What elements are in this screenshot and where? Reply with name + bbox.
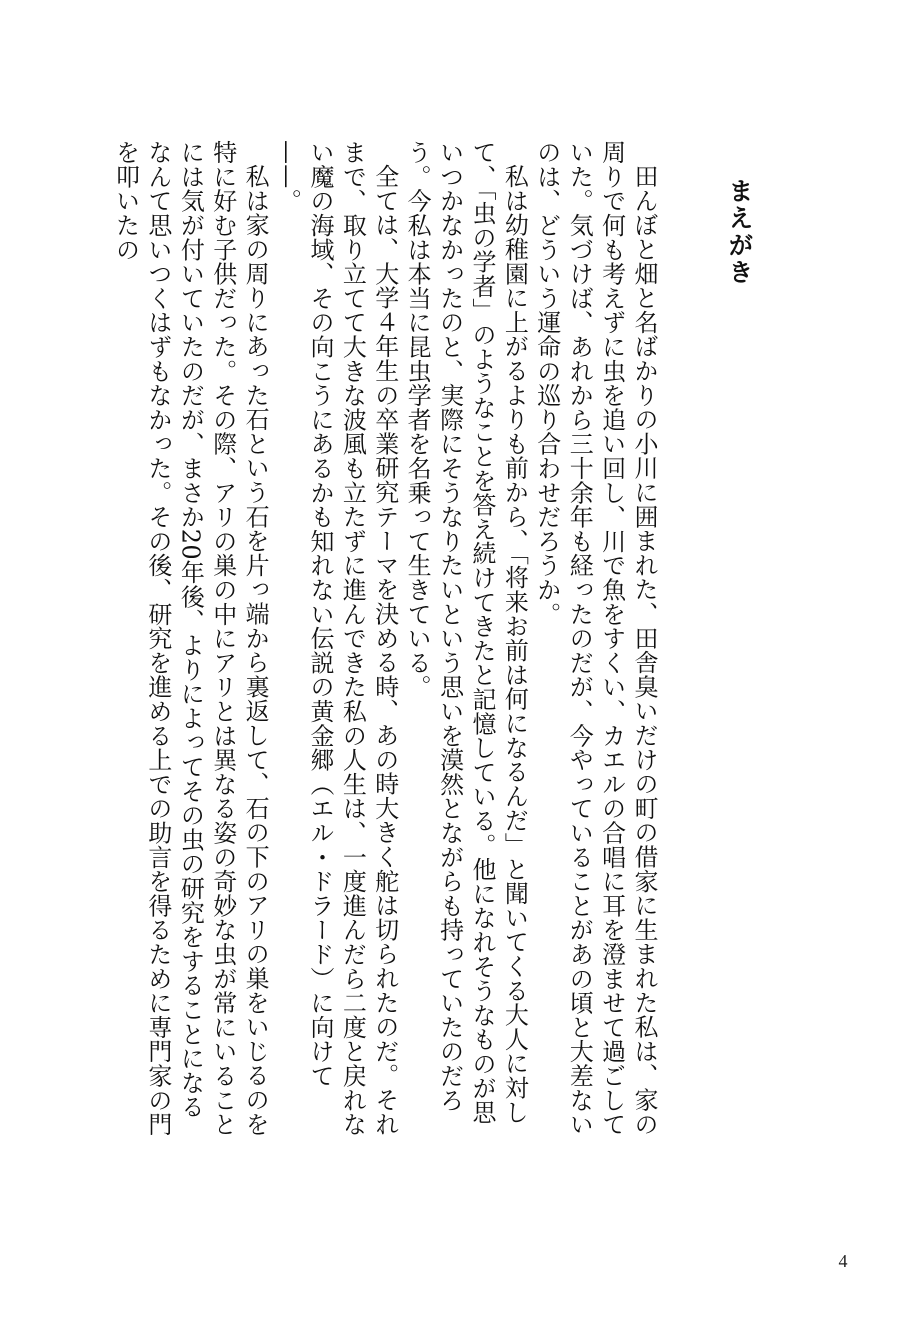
paragraph: 全ては、大学４年生の卒業研究テーマを決める時、あの時大きく舵は切られたのだ。それまで、取り立てて大きな波風も立たずに進んできた私の人生は、一度進んだら二度と戻れない魔の海域、その向こうにあるかも知れない伝説の黄金郷（エル・ドラード）に向けて——。 bbox=[273, 140, 399, 1137]
page-number: 4 bbox=[838, 1251, 848, 1271]
paragraph: 私は家の周りにあった石という石を片っ端から裏返して、石の下のアリの巣をいじるのを特に好む子供だった。その際、アリの巣の中にアリとは異なる姿の奇妙な虫が常にいることには気が付いていたのだが、まさか20年後、よりによってその虫の研究をすることになるなんて思いつくはずもなかった。その後、研究を進める上での助言を得るために専門家の門を叩いたの bbox=[111, 140, 270, 1137]
paragraph: 田んぼと畑と名ばかりの小川に囲まれた、田舎臭いだけの町の借家に生まれた私は、家の周りで何も考えずに虫を追い回し、川で魚をすくい、カエルの合唱に耳を澄ませて過ごしていた。気づけば、あれから三十余年も経ったのだが、今やっていることがあの頃と大差ないのは、どういう運命の巡り合わせだろうか。 bbox=[532, 140, 658, 1137]
chapter-title: まえがき bbox=[725, 178, 754, 286]
body-text bbox=[100, 140, 660, 1140]
paragraph: 私は幼稚園に上がるよりも前から、「将来お前は何になるんだ」と聞いてくる大人に対して、「虫の学者」のようなことを答え続けてきたと記憶している。他になれそうなものが思いつかなかったのと、実際にそうなりたいという思いを漠然とながらも持っていたのだろう。今私は本当に昆虫学者を名乗って生きている。 bbox=[403, 140, 529, 1125]
